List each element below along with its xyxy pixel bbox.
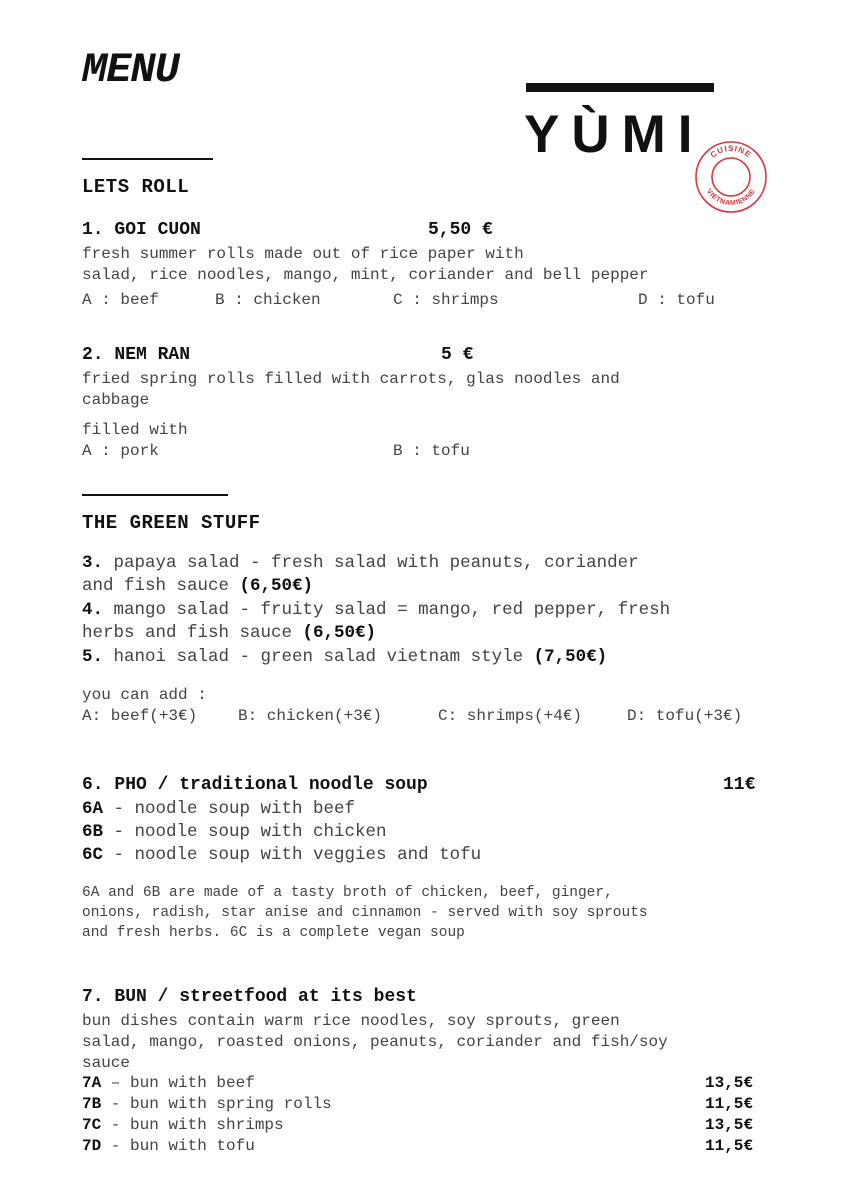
option-b: B : chicken [215,291,321,309]
section-divider [82,494,228,496]
filled-with-label: filled with [82,421,188,439]
pho-note: and fresh herbs. 6C is a complete vegan soup [82,925,465,941]
option-d: D : tofu [638,291,715,309]
item-name-nem-ran: 2. NEM RAN [82,345,191,365]
stamp-bottom-text: VIETNAMIENNE [704,188,758,208]
item-desc: fresh summer rolls made out of rice paper with [82,245,524,263]
pho-variant: 6C - noodle soup with veggies and tofu [82,845,482,865]
bun-variant-price: 13,5€ [705,1116,754,1134]
salad-item-mango: 4. mango salad - fruity salad = mango, red pepper, fresh [82,600,671,620]
item-price-nem-ran: 5 € [441,345,474,365]
pho-note: onions, radish, star anise and cinnamon - served with soy sprouts [82,905,648,921]
item-desc: cabbage [82,391,150,409]
addon-chicken: B: chicken(+3€) [238,707,383,725]
addon-tofu: D: tofu(+3€) [627,707,743,725]
salad-item-hanoi: 5. hanoi salad - green salad vietnam style (7,50€) [82,647,608,667]
pho-variant: 6B - noodle soup with chicken [82,822,387,842]
item-desc: salad, rice noodles, mango, mint, coriander and bell pepper [82,266,649,284]
stamp-top-text: CUISINE [708,143,754,160]
bun-variant-price: 13,5€ [705,1074,754,1092]
addon-shrimps: C: shrimps(+4€) [438,707,583,725]
item-price-goi-cuon: 5,50 € [428,220,493,240]
bun-variant: 7A – bun with beef [82,1074,255,1092]
section-heading-lets-roll: LETS ROLL [82,176,190,198]
option-c: C : shrimps [393,291,499,309]
item-desc: fried spring rolls filled with carrots, glas noodles and [82,370,620,388]
bun-desc: bun dishes contain warm rice noodles, soy sprouts, green [82,1012,620,1030]
bun-variant: 7C - bun with shrimps [82,1116,284,1134]
you-can-add-label: you can add : [82,686,207,704]
bun-desc: salad, mango, roasted onions, peanuts, coriander and fish/soy [82,1033,668,1051]
item-name-goi-cuon: 1. GOI CUON [82,220,201,240]
bun-desc: sauce [82,1054,131,1072]
logo-bar [526,83,714,92]
option-b: B : tofu [393,442,470,460]
bun-variant-price: 11,5€ [705,1095,754,1113]
pho-note: 6A and 6B are made of a tasty broth of chicken, beef, ginger, [82,885,613,901]
pho-variant: 6A - noodle soup with beef [82,799,356,819]
option-a: A : beef [82,291,159,309]
section-divider [82,158,213,160]
item-name-pho: 6. PHO / traditional noodle soup [82,775,428,795]
bun-variant: 7B - bun with spring rolls [82,1095,332,1113]
page-title: MENU [82,46,179,94]
salad-item-papaya: 3. papaya salad - fresh salad with peanuts, coriander [82,553,639,573]
cuisine-stamp-icon [694,140,768,214]
logo: YÙMI [524,105,705,164]
salad-item-papaya: and fish sauce (6,50€) [82,576,314,596]
addon-beef: A: beef(+3€) [82,707,198,725]
section-heading-green-stuff: THE GREEN STUFF [82,512,261,534]
bun-variant: 7D - bun with tofu [82,1137,255,1155]
item-price-pho: 11€ [723,775,756,795]
salad-item-mango: herbs and fish sauce (6,50€) [82,623,377,643]
item-name-bun: 7. BUN / streetfood at its best [82,987,417,1007]
bun-variant-price: 11,5€ [705,1137,754,1155]
option-a: A : pork [82,442,159,460]
